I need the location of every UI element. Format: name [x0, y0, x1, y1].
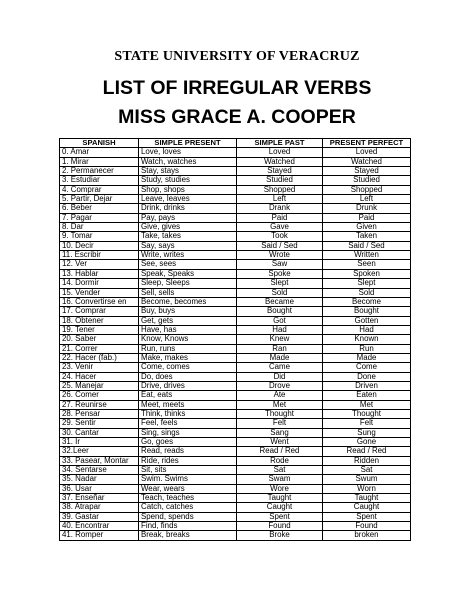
simple-present-cell: Find, finds — [139, 522, 237, 531]
table-row — [60, 428, 411, 437]
table-row — [60, 344, 411, 353]
simple-past-cell: Bought — [237, 307, 323, 316]
spanish-cell: 15. Vender — [60, 288, 139, 297]
spanish-cell: 28. Pensar — [60, 409, 139, 418]
present-perfect-cell: Sat — [323, 466, 411, 475]
spanish-cell: 19. Tener — [60, 325, 139, 334]
table-row — [60, 316, 411, 325]
present-perfect-cell: Stayed — [323, 167, 411, 176]
spanish-cell: 38. Atrapar — [60, 503, 139, 512]
spanish-cell: 29. Sentir — [60, 419, 139, 428]
simple-past-cell: Gave — [237, 223, 323, 232]
spanish-cell: 6. Beber — [60, 204, 139, 213]
table-row — [60, 531, 411, 540]
present-perfect-cell: Worn — [323, 484, 411, 493]
spanish-cell: 1. Mirar — [60, 157, 139, 166]
simple-present-cell: Write, writes — [139, 251, 237, 260]
present-perfect-cell: Bought — [323, 307, 411, 316]
simple-past-cell: Drank — [237, 204, 323, 213]
simple-present-cell: Run, runs — [139, 344, 237, 353]
simple-past-cell: Read / Red — [237, 447, 323, 456]
simple-present-cell: Think, thinks — [139, 409, 237, 418]
present-perfect-cell: Gone — [323, 438, 411, 447]
table-row — [60, 167, 411, 176]
simple-present-cell: Read, reads — [139, 447, 237, 456]
simple-present-cell: Leave, leaves — [139, 195, 237, 204]
spanish-cell: 9. Tomar — [60, 232, 139, 241]
simple-past-cell: Left — [237, 195, 323, 204]
simple-present-cell: Wear, wears — [139, 484, 237, 493]
simple-past-cell: Wrote — [237, 251, 323, 260]
spanish-cell: 16. Convertirse en — [60, 297, 139, 306]
present-perfect-cell: Given — [323, 223, 411, 232]
spanish-cell: 7. Pagar — [60, 213, 139, 222]
present-perfect-cell: Sung — [323, 428, 411, 437]
table-row — [60, 475, 411, 484]
simple-past-cell: Drove — [237, 381, 323, 390]
spanish-cell: 40. Encontrar — [60, 522, 139, 531]
simple-present-cell: Get, gets — [139, 316, 237, 325]
present-perfect-cell: Felt — [323, 419, 411, 428]
simple-past-cell: Stayed — [237, 167, 323, 176]
simple-past-cell: Spoke — [237, 269, 323, 278]
simple-past-cell: Spent — [237, 512, 323, 521]
table-row — [60, 297, 411, 306]
simple-present-cell: Study, studies — [139, 176, 237, 185]
spanish-cell: 11. Escribir — [60, 251, 139, 260]
present-perfect-cell: Ridden — [323, 456, 411, 465]
present-perfect-cell: Written — [323, 251, 411, 260]
spanish-cell: 2. Permanecer — [60, 167, 139, 176]
table-row — [60, 279, 411, 288]
spanish-cell: 37. Enseñar — [60, 494, 139, 503]
present-perfect-cell: Thought — [323, 409, 411, 418]
spanish-cell: 41. Romper — [60, 531, 139, 540]
spanish-cell: 0. Amar — [60, 148, 139, 157]
table-row — [60, 232, 411, 241]
spanish-cell: 17. Comprar — [60, 307, 139, 316]
spanish-cell: 35. Nadar — [60, 475, 139, 484]
present-perfect-cell: Watched — [323, 157, 411, 166]
simple-present-cell: Meet, meets — [139, 400, 237, 409]
simple-past-cell: Came — [237, 363, 323, 372]
simple-past-cell: Wore — [237, 484, 323, 493]
simple-present-cell: Swim. Swims — [139, 475, 237, 484]
present-perfect-cell: Had — [323, 325, 411, 334]
present-perfect-cell: broken — [323, 531, 411, 540]
table-row — [60, 372, 411, 381]
simple-past-cell: Ate — [237, 391, 323, 400]
present-perfect-cell: Paid — [323, 213, 411, 222]
simple-present-cell: Stay, stays — [139, 167, 237, 176]
simple-past-cell: Said / Sed — [237, 241, 323, 250]
teacher-name: MISS GRACE A. COOPER — [118, 106, 356, 128]
simple-present-cell: Spend, spends — [139, 512, 237, 521]
spanish-cell: 12. Ver — [60, 260, 139, 269]
simple-past-cell: Found — [237, 522, 323, 531]
table-row — [60, 335, 411, 344]
present-perfect-cell: Run — [323, 344, 411, 353]
spanish-cell: 13. Hablar — [60, 269, 139, 278]
present-perfect-cell: Spoken — [323, 269, 411, 278]
simple-past-cell: Got — [237, 316, 323, 325]
simple-past-cell: Rode — [237, 456, 323, 465]
table-row — [60, 522, 411, 531]
simple-present-cell: Drive, drives — [139, 381, 237, 390]
present-perfect-cell: Done — [323, 372, 411, 381]
table-row — [60, 391, 411, 400]
simple-present-cell: Love, loves — [139, 148, 237, 157]
spanish-cell: 14. Dormir — [60, 279, 139, 288]
simple-past-cell: Knew — [237, 335, 323, 344]
spanish-cell: 34. Sentarse — [60, 466, 139, 475]
simple-present-cell: Watch, watches — [139, 157, 237, 166]
table-row — [60, 269, 411, 278]
table-row — [60, 494, 411, 503]
simple-present-cell: Make, makes — [139, 353, 237, 362]
present-perfect-cell: Taught — [323, 494, 411, 503]
column-header-simple-present: SIMPLE PRESENT — [139, 139, 237, 148]
column-header-simple-past: SIMPLE PAST — [237, 139, 323, 148]
table-body — [60, 148, 411, 540]
present-perfect-cell: Left — [323, 195, 411, 204]
present-perfect-cell: Loved — [323, 148, 411, 157]
present-perfect-cell: Spent — [323, 512, 411, 521]
spanish-cell: 3. Estudiar — [60, 176, 139, 185]
simple-present-cell: Sleep, Sleeps — [139, 279, 237, 288]
simple-past-cell: Sat — [237, 466, 323, 475]
simple-past-cell: Paid — [237, 213, 323, 222]
present-perfect-cell: Shopped — [323, 185, 411, 194]
spanish-cell: 24. Hacer — [60, 372, 139, 381]
spanish-cell: 8. Dar — [60, 223, 139, 232]
spanish-cell: 22. Hacer (fab.) — [60, 353, 139, 362]
simple-present-cell: Know, Knows — [139, 335, 237, 344]
table-header-row — [60, 139, 411, 148]
spanish-cell: 26. Comer — [60, 391, 139, 400]
spanish-cell: 21. Correr — [60, 344, 139, 353]
simple-past-cell: Felt — [237, 419, 323, 428]
table-row — [60, 213, 411, 222]
simple-present-cell: See, sees — [139, 260, 237, 269]
table-row — [60, 353, 411, 362]
simple-present-cell: Become, becomes — [139, 297, 237, 306]
simple-present-cell: Drink, drinks — [139, 204, 237, 213]
table-row — [60, 381, 411, 390]
simple-present-cell: Buy, buys — [139, 307, 237, 316]
spanish-cell: 30. Cantar — [60, 428, 139, 437]
table-row — [60, 288, 411, 297]
table-row — [60, 185, 411, 194]
spanish-cell: 4. Comprar — [60, 185, 139, 194]
present-perfect-cell: Read / Red — [323, 447, 411, 456]
present-perfect-cell: Come — [323, 363, 411, 372]
spanish-cell: 39. Gastar — [60, 512, 139, 521]
table-row — [60, 419, 411, 428]
spanish-cell: 31. Ir — [60, 438, 139, 447]
simple-past-cell: Swam — [237, 475, 323, 484]
simple-present-cell: Take, takes — [139, 232, 237, 241]
university-heading: STATE UNIVERSITY OF VERACRUZ — [114, 49, 360, 64]
present-perfect-cell: Driven — [323, 381, 411, 390]
table-row — [60, 241, 411, 250]
spanish-cell: 33. Pasear, Montar — [60, 456, 139, 465]
simple-present-cell: Go, goes — [139, 438, 237, 447]
simple-present-cell: Say, says — [139, 241, 237, 250]
simple-present-cell: Catch, catches — [139, 503, 237, 512]
simple-past-cell: Sold — [237, 288, 323, 297]
table-row — [60, 466, 411, 475]
table-row — [60, 409, 411, 418]
simple-past-cell: Became — [237, 297, 323, 306]
column-header-spanish: SPANISH — [60, 139, 139, 148]
present-perfect-cell: Met — [323, 400, 411, 409]
simple-present-cell: Sit, sits — [139, 466, 237, 475]
table-row — [60, 400, 411, 409]
spanish-cell: 23. Venir — [60, 363, 139, 372]
spanish-cell: 10. Decir — [60, 241, 139, 250]
present-perfect-cell: Gotten — [323, 316, 411, 325]
table-row — [60, 260, 411, 269]
simple-present-cell: Eat, eats — [139, 391, 237, 400]
simple-present-cell: Ride, rides — [139, 456, 237, 465]
present-perfect-cell: Swum — [323, 475, 411, 484]
simple-present-cell: Pay, pays — [139, 213, 237, 222]
simple-past-cell: Saw — [237, 260, 323, 269]
table-row — [60, 195, 411, 204]
spanish-cell: 20. Saber — [60, 335, 139, 344]
spanish-cell: 36. Usar — [60, 484, 139, 493]
simple-past-cell: Went — [237, 438, 323, 447]
spanish-cell: 27. Reunirse — [60, 400, 139, 409]
present-perfect-cell: Drunk — [323, 204, 411, 213]
simple-present-cell: Have, has — [139, 325, 237, 334]
simple-present-cell: Teach, teaches — [139, 494, 237, 503]
table-row — [60, 223, 411, 232]
simple-present-cell: Feel, feels — [139, 419, 237, 428]
table-row — [60, 438, 411, 447]
simple-past-cell: Made — [237, 353, 323, 362]
present-perfect-cell: Caught — [323, 503, 411, 512]
simple-past-cell: Did — [237, 372, 323, 381]
simple-present-cell: Break, breaks — [139, 531, 237, 540]
simple-past-cell: Ran — [237, 344, 323, 353]
present-perfect-cell: Taken — [323, 232, 411, 241]
present-perfect-cell: Eaten — [323, 391, 411, 400]
spanish-cell: 25. Manejar — [60, 381, 139, 390]
table-row — [60, 157, 411, 166]
simple-past-cell: Caught — [237, 503, 323, 512]
present-perfect-cell: Made — [323, 353, 411, 362]
simple-past-cell: Taught — [237, 494, 323, 503]
simple-present-cell: Speak, Speaks — [139, 269, 237, 278]
simple-past-cell: Thought — [237, 409, 323, 418]
simple-present-cell: Sing, sings — [139, 428, 237, 437]
simple-past-cell: Studied — [237, 176, 323, 185]
simple-past-cell: Watched — [237, 157, 323, 166]
simple-past-cell: Broke — [237, 531, 323, 540]
column-header-present-perfect: PRESENT PERFECT — [323, 139, 411, 148]
table-row — [60, 363, 411, 372]
simple-past-cell: Sang — [237, 428, 323, 437]
table-row — [60, 251, 411, 260]
present-perfect-cell: Studied — [323, 176, 411, 185]
present-perfect-cell: Sold — [323, 288, 411, 297]
table-row — [60, 503, 411, 512]
present-perfect-cell: Said / Sed — [323, 241, 411, 250]
spanish-cell: 5. Partir, Dejar — [60, 195, 139, 204]
present-perfect-cell: Found — [323, 522, 411, 531]
simple-past-cell: Loved — [237, 148, 323, 157]
table-row — [60, 148, 411, 157]
simple-past-cell: Slept — [237, 279, 323, 288]
simple-present-cell: Do, does — [139, 372, 237, 381]
document-title: LIST OF IRREGULAR VERBS — [102, 77, 372, 99]
present-perfect-cell: Known — [323, 335, 411, 344]
table-row — [60, 512, 411, 521]
spanish-cell: 18. Obtener — [60, 316, 139, 325]
table-row — [60, 325, 411, 334]
spanish-cell: 32.Leer — [60, 447, 139, 456]
simple-present-cell: Come, comes — [139, 363, 237, 372]
simple-present-cell: Sell, sells — [139, 288, 237, 297]
table-row — [60, 456, 411, 465]
present-perfect-cell: Become — [323, 297, 411, 306]
table-row — [60, 176, 411, 185]
simple-past-cell: Shopped — [237, 185, 323, 194]
simple-present-cell: Give, gives — [139, 223, 237, 232]
table-row — [60, 447, 411, 456]
simple-past-cell: Met — [237, 400, 323, 409]
simple-past-cell: Took — [237, 232, 323, 241]
table-row — [60, 484, 411, 493]
irregular-verbs-table — [59, 138, 411, 541]
present-perfect-cell: Slept — [323, 279, 411, 288]
present-perfect-cell: Seen — [323, 260, 411, 269]
simple-past-cell: Had — [237, 325, 323, 334]
table-row — [60, 307, 411, 316]
table-row — [60, 204, 411, 213]
simple-present-cell: Shop, shops — [139, 185, 237, 194]
